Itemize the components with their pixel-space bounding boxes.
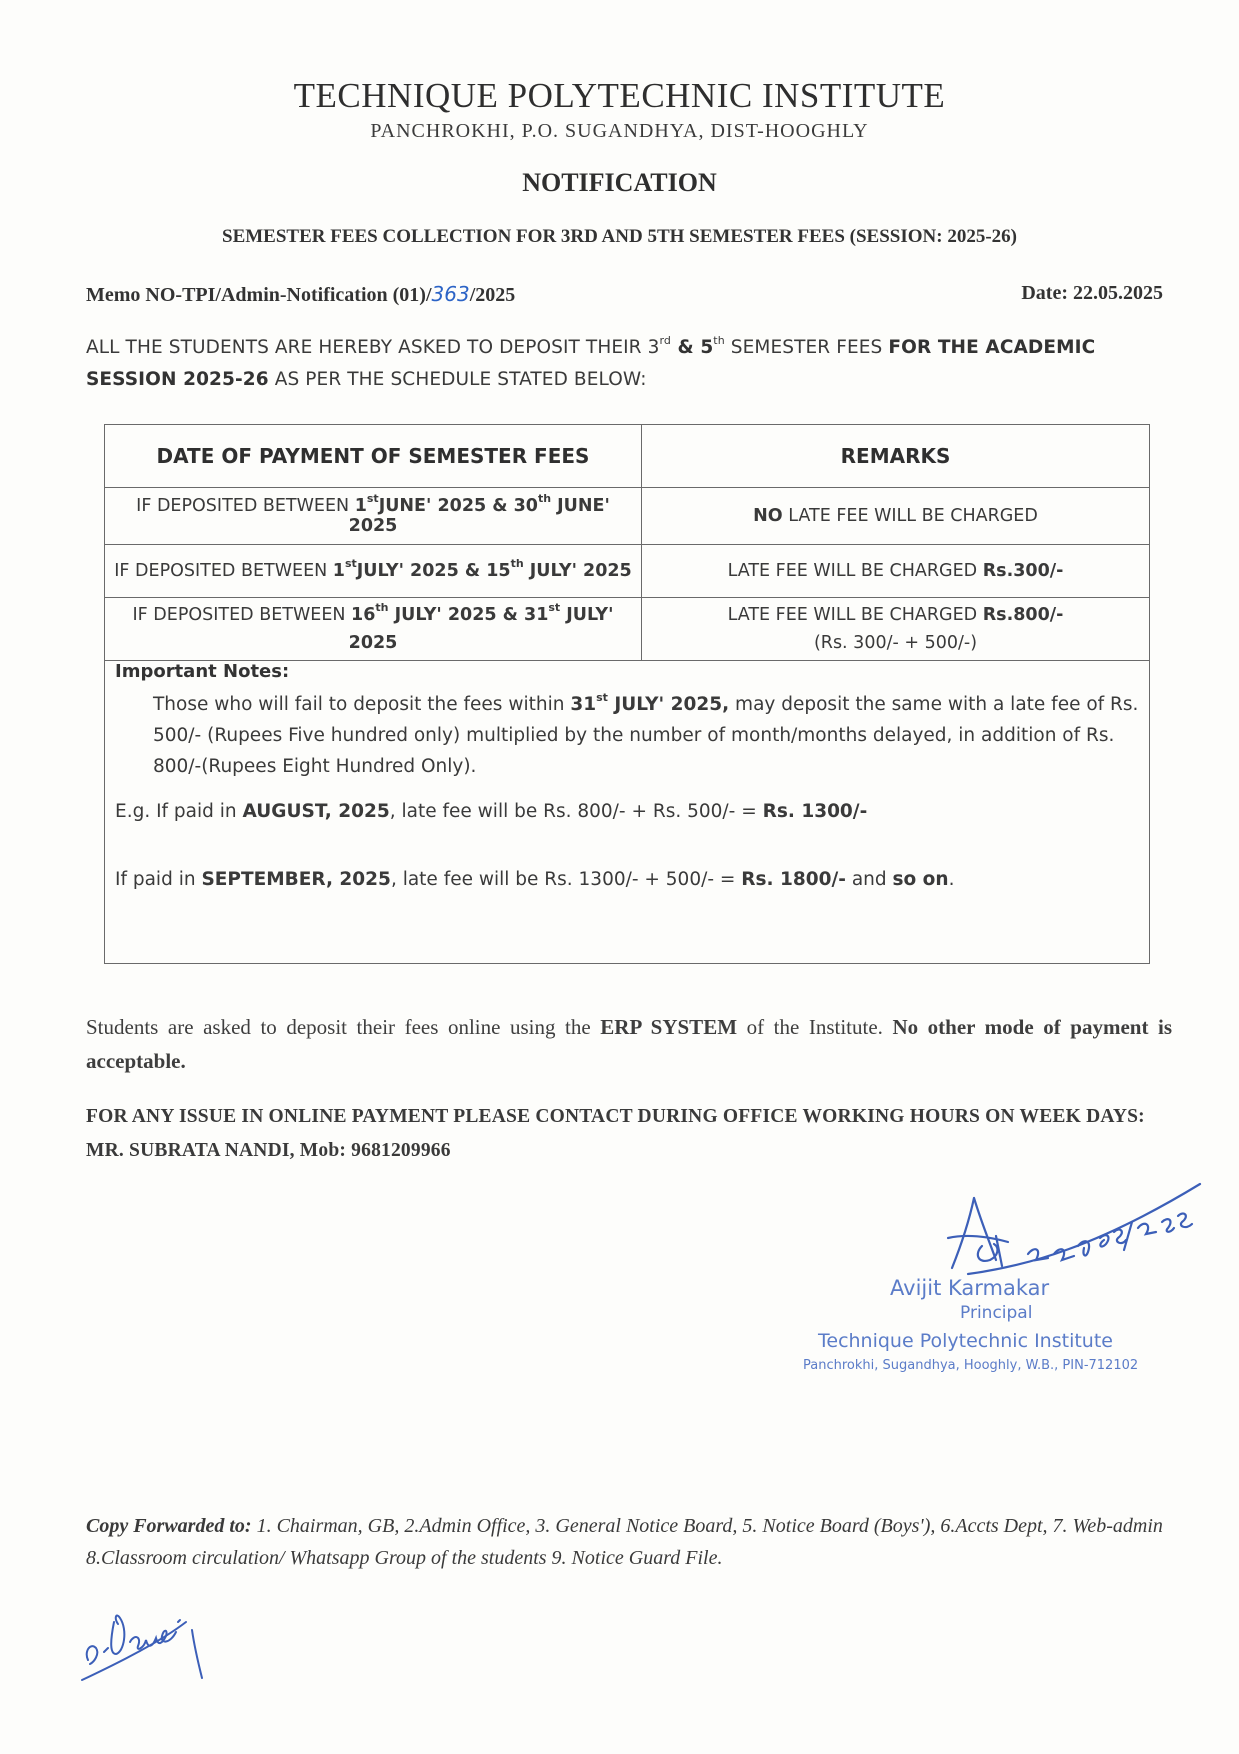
period-middle: JUNE' 2025 & 30 xyxy=(378,496,538,516)
memo-prefix: Memo NO-TPI/Admin-Notification (01)/ xyxy=(86,284,432,306)
period-end-suffix: th xyxy=(537,492,552,506)
fee-schedule-table xyxy=(104,424,1150,661)
payment-period-cell xyxy=(105,545,642,598)
intro-text-c: SEMESTER FEES xyxy=(724,337,889,358)
eg-total: Rs. 1300/- xyxy=(762,801,868,822)
sep-text-e: and xyxy=(845,869,893,890)
remark-text: LATE FEE WILL BE CHARGED xyxy=(727,605,983,625)
remark-bold: Rs.800/- xyxy=(982,605,1064,625)
header-remarks: REMARKS xyxy=(642,425,1150,488)
notes-deadline-day: 31 xyxy=(570,694,597,715)
period-prefix: IF DEPOSITED BETWEEN xyxy=(132,605,352,625)
instr-no-other-mode: No other mode of payment is acceptable. xyxy=(86,1015,1172,1073)
notes-paragraph xyxy=(153,689,1143,782)
instr-text-a: Students are asked to deposit their fees online using the xyxy=(86,1015,601,1039)
intro-text-e: AS PER THE SCHEDULE STATED BELOW: xyxy=(268,369,647,390)
period-prefix: IF DEPOSITED BETWEEN xyxy=(114,561,333,581)
period-start-day: 16 xyxy=(351,605,376,625)
remarks-cell xyxy=(642,488,1150,545)
table-row xyxy=(105,545,1150,598)
memo-date: Date: 22.05.2025 xyxy=(1021,282,1163,304)
intro-sup-th: th xyxy=(713,333,725,347)
intro-sup-rd: rd xyxy=(659,333,671,347)
stamp-address: Panchrokhi, Sugandhya, Hooghly, W.B., PIN-712102 xyxy=(803,1358,1139,1373)
period-middle: JULY' 2025 & 31 xyxy=(388,605,549,625)
period-end: JULY' 2025 xyxy=(523,561,632,581)
table-header-row xyxy=(105,425,1150,488)
institute-name: TECHNIQUE POLYTECHNIC INSTITUTE xyxy=(293,76,946,115)
notes-text-a: Those who will fail to deposit the fees within xyxy=(153,694,571,715)
sep-period: . xyxy=(948,869,955,890)
table-row xyxy=(105,598,1150,661)
memo-suffix: /2025 xyxy=(469,284,516,306)
period-start-suffix: st xyxy=(366,492,379,506)
example-september xyxy=(115,869,954,890)
signatory-name: Avijit Karmakar xyxy=(890,1276,1050,1300)
signatory-designation: Principal xyxy=(960,1303,1033,1323)
copy-recipients: 1. Chairman, GB, 2.Admin Office, 3. General Notice Board, 5. Notice Board (Boys'), 6.Accts Dept, 7. Web-admin 8.Classroom circulation/ Whatsapp Group of the students 9. Notice Guard File. xyxy=(86,1515,1163,1569)
intro-session: FOR THE ACADEMIC SESSION 2025-26 xyxy=(86,337,1096,390)
institute-address: PANCHROKHI, P.O. SUGANDHYA, DIST-HOOGHLY xyxy=(370,120,869,142)
remarks-cell xyxy=(642,545,1150,598)
remarks-cell xyxy=(642,598,1150,661)
payment-period-cell xyxy=(105,598,642,661)
intro-paragraph xyxy=(86,332,1176,396)
period-start-suffix: th xyxy=(375,601,389,615)
copy-label: Copy Forwarded to: xyxy=(86,1515,252,1537)
eg-month: AUGUST, 2025 xyxy=(242,801,390,822)
notes-deadline-suffix: st xyxy=(596,690,608,704)
instr-text-c: of the Institute. xyxy=(737,1015,893,1039)
remark-text: LATE FEE WILL BE CHARGED xyxy=(782,506,1038,526)
dispatcher-signature xyxy=(80,1582,210,1682)
sep-so-on: so on xyxy=(892,869,949,890)
sep-text-c: , late fee will be Rs. 1300/- + 500/- = xyxy=(390,869,742,890)
sep-text-a: If paid in xyxy=(115,869,202,890)
table-row xyxy=(105,488,1150,545)
contact-instruction: FOR ANY ISSUE IN ONLINE PAYMENT PLEASE CONTACT DURING OFFICE WORKING HOURS ON WEEK DAYS: MR. SUBRATA NANDI, Mob: 9681209966 xyxy=(86,1106,1145,1161)
header-date-of-payment: DATE OF PAYMENT OF SEMESTER FEES xyxy=(105,425,642,488)
period-prefix: IF DEPOSITED BETWEEN xyxy=(136,496,355,516)
principal-signature xyxy=(938,1176,1208,1286)
period-end: JUNE' 2025 xyxy=(348,496,610,536)
notice-title: NOTIFICATION xyxy=(522,168,717,197)
stamp-institute: Technique Polytechnic Institute xyxy=(818,1330,1113,1352)
notes-deadline-month: JULY' 2025, xyxy=(607,694,730,715)
copy-forwarded xyxy=(86,1510,1176,1574)
notes-title: Important Notes: xyxy=(115,661,290,682)
period-start-suffix: st xyxy=(344,557,357,571)
remark-text: LATE FEE WILL BE CHARGED xyxy=(727,561,983,581)
intro-text-a: ALL THE STUDENTS ARE HEREBY ASKED TO DEPOSIT THEIR 3 xyxy=(86,337,660,358)
remark-breakdown: (Rs. 300/- + 500/-) xyxy=(813,633,978,653)
important-notes-box xyxy=(104,655,1150,964)
example-august xyxy=(115,801,867,822)
remark-bold: Rs.300/- xyxy=(982,561,1064,581)
period-start-day: 1 xyxy=(354,496,367,516)
period-end-suffix: th xyxy=(510,557,524,571)
instr-erp: ERP SYSTEM xyxy=(600,1015,738,1039)
notice-subject: SEMESTER FEES COLLECTION FOR 3RD AND 5TH SEMESTER FEES (SESSION: 2025-26) xyxy=(222,226,1017,247)
intro-text-b: & 5 xyxy=(671,337,714,358)
sep-total: Rs. 1800/- xyxy=(741,869,846,890)
eg-text-a: E.g. If paid in xyxy=(115,801,243,822)
memo-handwritten-number: 363 xyxy=(431,282,470,306)
notes-text-d: may deposit the same with a late fee of Rs. 500/- (Rupees Five hundred only) multiplied by the number of month/months delayed, in addition of Rs. 800/-(Rupees Eight Hundred Only). xyxy=(153,694,1139,777)
payment-instruction xyxy=(86,1010,1172,1078)
period-middle: JULY' 2025 & 15 xyxy=(356,561,511,581)
eg-text-c: , late fee will be Rs. 800/- + Rs. 500/- = xyxy=(389,801,763,822)
remark-bold: NO xyxy=(753,506,783,526)
sep-month: SEPTEMBER, 2025 xyxy=(201,869,391,890)
payment-period-cell xyxy=(105,488,642,545)
period-start-day: 1 xyxy=(332,561,345,581)
memo-number xyxy=(86,282,515,307)
period-end-suffix: st xyxy=(548,601,561,615)
period-end: JULY' 2025 xyxy=(348,605,614,653)
